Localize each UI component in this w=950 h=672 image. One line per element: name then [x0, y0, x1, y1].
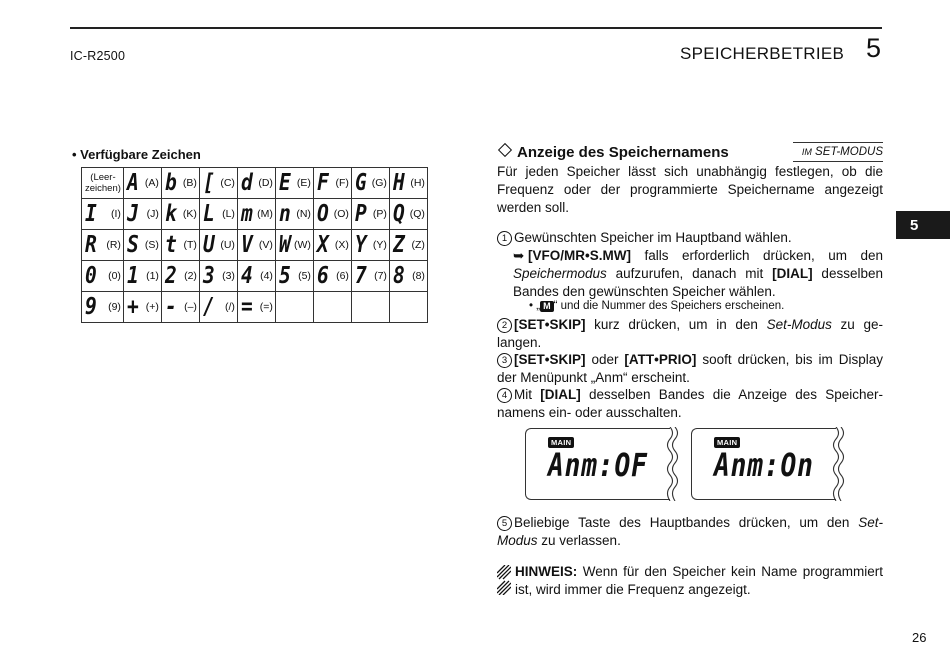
note-paragraph	[515, 563, 883, 599]
char-cell	[199, 230, 237, 261]
char-cell	[389, 168, 427, 199]
char-glyph: X	[316, 231, 329, 258]
char-cell	[351, 292, 389, 323]
char-label: (B)	[182, 176, 197, 189]
lcd-text: Anm:OF	[548, 446, 648, 484]
char-glyph: [	[202, 169, 215, 196]
note-text: Wenn für den Speicher kein Name programmiert ist, wird immer die Frequenz angezeigt.	[515, 564, 883, 597]
lcd-text: Anm:On	[714, 446, 814, 484]
char-label: (4)	[260, 269, 273, 282]
char-glyph: Y	[354, 231, 367, 258]
char-cell	[237, 292, 275, 323]
char-label: (G)	[371, 176, 387, 189]
break-wave-icon	[666, 427, 680, 501]
char-label: (6)	[336, 269, 349, 282]
char-cell	[351, 230, 389, 261]
step-1-note	[529, 300, 784, 312]
step-number: 2	[497, 318, 512, 333]
char-row	[82, 168, 428, 199]
char-label: (F)	[335, 176, 349, 189]
step-number: 1	[497, 231, 512, 246]
set-mode-tag-text: SET-MODUS	[815, 146, 883, 158]
char-glyph: 6	[316, 262, 329, 289]
lcd-display-off	[525, 428, 670, 500]
char-label: (K)	[182, 207, 197, 220]
char-cell	[275, 199, 313, 230]
char-label: (–)	[184, 300, 197, 313]
step-2	[497, 316, 883, 352]
substep-text: aufzurufen, danach mit	[606, 266, 773, 281]
step-text: zu gelangen.	[497, 317, 883, 350]
char-glyph: d	[240, 169, 253, 196]
char-cell	[389, 230, 427, 261]
char-glyph: 2	[164, 262, 177, 289]
char-label: (0)	[108, 269, 121, 282]
step-4	[497, 386, 883, 422]
char-glyph: 4	[240, 262, 253, 289]
char-glyph: 3	[202, 262, 215, 289]
char-cell	[313, 230, 351, 261]
char-cell	[123, 261, 161, 292]
memory-name-heading-text: Anzeige des Speichernamens	[517, 144, 729, 161]
char-label: (X)	[334, 238, 349, 251]
char-row	[82, 199, 428, 230]
set-mode-tag-prefix: IM	[801, 147, 812, 157]
char-cell	[389, 199, 427, 230]
char-cell	[161, 261, 199, 292]
intro-paragraph: Für jeden Speicher lässt sich unabhängig festlegen, ob die Frequenz oder der programmierte Speichername angezeigt werden soll.	[497, 164, 883, 215]
char-row	[82, 261, 428, 292]
char-label: (T)	[183, 238, 197, 251]
char-cell	[275, 292, 313, 323]
char-glyph: V	[240, 231, 253, 258]
char-label: (3)	[222, 269, 235, 282]
char-cell	[313, 261, 351, 292]
char-cell	[199, 199, 237, 230]
char-cell	[275, 168, 313, 199]
char-glyph: 1	[126, 262, 139, 289]
char-label: (S)	[144, 238, 159, 251]
char-label: (E)	[296, 176, 311, 189]
char-label: (R)	[106, 238, 121, 251]
char-cell	[82, 199, 124, 230]
chapter-tab: 5	[896, 211, 950, 239]
note-label: HINWEIS:	[515, 564, 578, 579]
note-text: “ und die Nummer des Speichers erscheinen.	[553, 300, 785, 312]
char-cell	[82, 292, 124, 323]
step-italic: Set-Modus	[766, 317, 832, 332]
char-cell	[82, 168, 124, 199]
char-label: (C)	[220, 176, 235, 189]
char-cell	[275, 261, 313, 292]
step-text: sooft drücken, bis im Display der Menüpunkt „Anm“ erscheint.	[497, 352, 883, 385]
char-label: (8)	[412, 269, 425, 282]
char-cell	[351, 261, 389, 292]
char-glyph: 8	[392, 262, 405, 289]
char-label: (H)	[410, 176, 425, 189]
char-cell	[237, 199, 275, 230]
step-5	[497, 514, 883, 550]
step-number: 3	[497, 353, 512, 368]
lcd-display-on	[691, 428, 836, 500]
char-label: (P)	[372, 207, 387, 220]
available-chars-heading: • Verfügbare Zeichen	[72, 147, 201, 162]
step-1	[497, 229, 883, 247]
char-label: (J)	[146, 207, 159, 220]
char-glyph: E	[278, 169, 291, 196]
char-glyph: m	[240, 200, 253, 227]
note-hatch-icon	[497, 565, 511, 595]
model-name: IC-R2500	[70, 49, 126, 63]
section-title: SPEICHERBETRIEB	[680, 44, 845, 63]
char-glyph: O	[316, 200, 329, 227]
char-cell	[237, 230, 275, 261]
char-row	[82, 292, 428, 323]
char-glyph: /	[202, 293, 215, 320]
blank-char-label: (Leer- zeichen)	[85, 171, 121, 194]
char-cell	[161, 168, 199, 199]
char-glyph: A	[126, 169, 139, 196]
char-row	[82, 230, 428, 261]
step-text: desselben Bandes die Anzeige des Speichernamens ein- oder ausschalten.	[497, 387, 883, 420]
char-label: (=)	[259, 300, 273, 313]
char-cell	[389, 292, 427, 323]
char-label: (1)	[146, 269, 159, 282]
char-cell	[313, 292, 351, 323]
char-glyph: n	[278, 200, 291, 227]
char-cell	[237, 261, 275, 292]
char-cell	[313, 168, 351, 199]
step-1-substep	[497, 247, 883, 301]
char-glyph: =	[240, 293, 253, 320]
char-cell	[351, 199, 389, 230]
char-cell	[123, 292, 161, 323]
char-cell	[199, 168, 237, 199]
char-label: (A)	[144, 176, 159, 189]
char-glyph: H	[392, 169, 405, 196]
arrow-icon: ➥	[513, 248, 525, 263]
char-cell	[82, 261, 124, 292]
char-label: (Q)	[409, 207, 425, 220]
char-cell	[389, 261, 427, 292]
step-number: 4	[497, 388, 512, 403]
char-glyph: b	[164, 169, 177, 196]
char-label: (Y)	[372, 238, 387, 251]
step-text: Gewünschten Speicher im Hauptband wählen.	[514, 230, 792, 245]
char-glyph: Z	[392, 231, 405, 258]
step-number: 5	[497, 516, 512, 531]
char-label: (/)	[225, 300, 235, 313]
char-cell	[123, 168, 161, 199]
key-set-skip: [SET•SKIP]	[514, 317, 586, 332]
char-glyph: P	[354, 200, 367, 227]
char-glyph: k	[164, 200, 177, 227]
char-label: (5)	[298, 269, 311, 282]
char-cell	[161, 230, 199, 261]
char-glyph: R	[85, 231, 97, 258]
page-number: 26	[912, 630, 927, 645]
set-mode-tag	[793, 142, 883, 162]
char-cell	[237, 168, 275, 199]
main-badge: MAIN	[548, 437, 574, 448]
char-label: (D)	[258, 176, 273, 189]
char-cell	[275, 230, 313, 261]
char-glyph: J	[126, 200, 139, 227]
char-cell	[199, 261, 237, 292]
memory-badge-icon: M	[540, 301, 554, 312]
key-att-prio: [ATT•PRIO]	[624, 352, 697, 367]
char-glyph: 5	[278, 262, 291, 289]
char-glyph: 0	[85, 262, 97, 289]
substep-text: desselben Bandes den gewünschten Speicher wählen.	[513, 266, 883, 299]
step-3	[497, 351, 883, 387]
step-text: Beliebige Taste des Hauptbandes drücken, um den	[514, 515, 859, 530]
character-table	[81, 167, 428, 323]
char-cell	[123, 230, 161, 261]
key-set-skip: [SET•SKIP]	[514, 352, 586, 367]
char-label: (U)	[220, 238, 235, 251]
diamond-icon	[498, 143, 512, 157]
char-label: (V)	[258, 238, 273, 251]
char-glyph: 7	[354, 262, 367, 289]
char-label: (M)	[257, 207, 273, 220]
step-italic: Set-Modus	[497, 515, 883, 548]
char-glyph: Q	[392, 200, 405, 227]
substep-text: falls erforderlich drücken, um den	[630, 248, 883, 263]
char-cell	[199, 292, 237, 323]
step-text: zu verlassen.	[537, 533, 621, 548]
char-glyph: t	[164, 231, 177, 258]
substep-italic: Speichermodus	[513, 266, 607, 281]
header-rule	[70, 27, 882, 29]
char-glyph: I	[85, 200, 97, 227]
char-label: (7)	[374, 269, 387, 282]
char-glyph: F	[316, 169, 329, 196]
char-label: (W)	[294, 238, 311, 251]
char-glyph: U	[202, 231, 215, 258]
char-glyph: +	[126, 293, 139, 320]
key-dial: [DIAL]	[540, 387, 581, 402]
char-glyph: G	[354, 169, 367, 196]
key-dial: [DIAL]	[772, 266, 813, 281]
char-label: (2)	[184, 269, 197, 282]
char-cell	[313, 199, 351, 230]
char-label: (I)	[111, 207, 121, 220]
char-label: (+)	[145, 300, 159, 313]
char-label: (Z)	[411, 238, 425, 251]
char-cell	[161, 292, 199, 323]
char-label: (9)	[108, 300, 121, 313]
note-text: • „	[529, 300, 541, 312]
char-glyph: 9	[85, 293, 97, 320]
step-text: kurz drücken, um in den	[585, 317, 767, 332]
key-vfo-mr: [VFO/MR•S.MW]	[528, 248, 631, 263]
char-glyph: -	[164, 293, 177, 320]
char-label: (L)	[222, 207, 235, 220]
char-glyph: W	[278, 231, 291, 258]
char-glyph: S	[126, 231, 139, 258]
step-text: oder	[585, 352, 625, 367]
char-cell	[82, 230, 124, 261]
char-label: (N)	[296, 207, 311, 220]
step-text: Mit	[514, 387, 541, 402]
main-badge: MAIN	[714, 437, 740, 448]
char-cell	[161, 199, 199, 230]
char-glyph: L	[202, 200, 215, 227]
break-wave-icon	[832, 427, 846, 501]
char-cell	[123, 199, 161, 230]
char-cell	[351, 168, 389, 199]
char-label: (O)	[333, 207, 349, 220]
section-number: 5	[866, 33, 882, 63]
